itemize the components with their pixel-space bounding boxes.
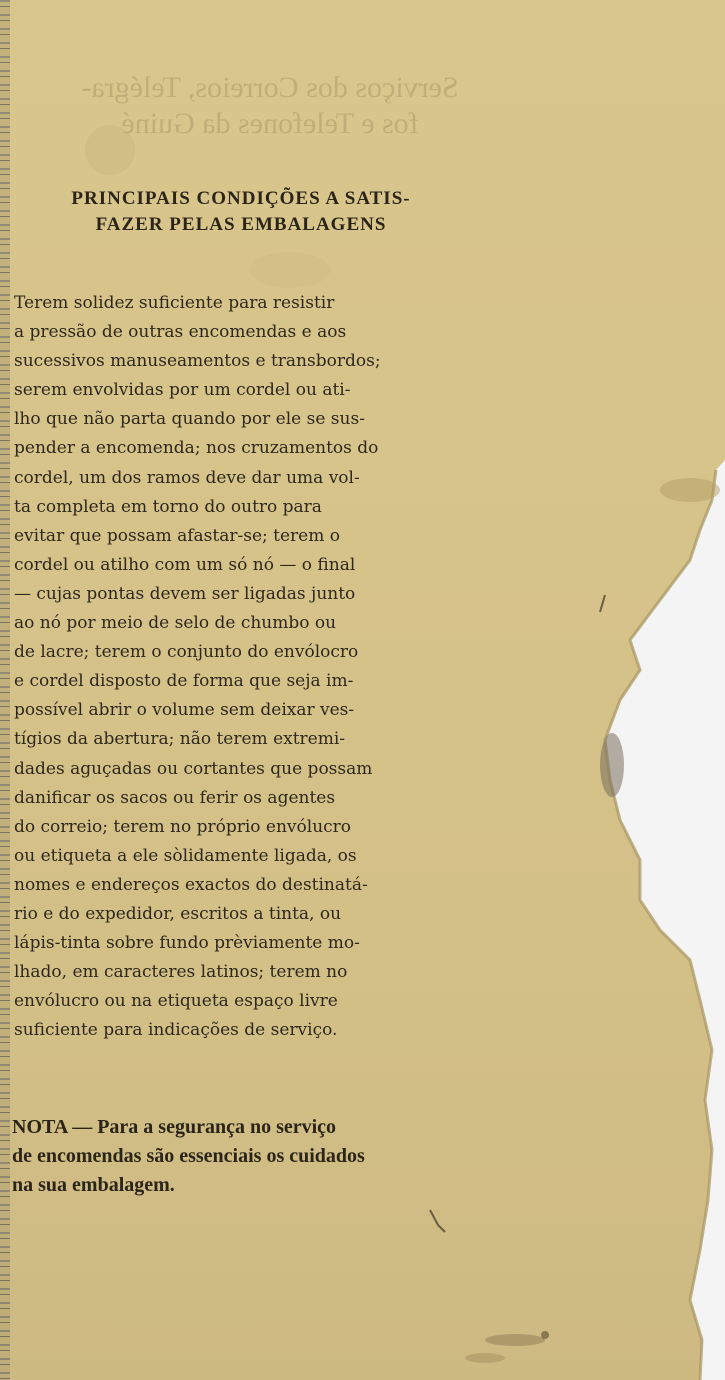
body-line: Terem solidez suficiente para resistir xyxy=(14,293,335,313)
body-line: danificar os sacos ou ferir os agentes xyxy=(14,787,336,808)
body-line: ou etiqueta a ele sòlidamente ligada, os xyxy=(14,845,357,866)
note-line: NOTA — Para a segurança no serviço xyxy=(12,1116,337,1138)
body-line: lápis-tinta sobre fundo prèviamente mo- xyxy=(14,933,360,954)
body-line: tígios da abertura; não terem extremi- xyxy=(14,729,346,750)
note-line: de encomendas são essenciais os cuidados xyxy=(12,1145,365,1167)
body-line: evitar que possam afastar-se; terem o xyxy=(14,525,340,546)
body-line: pender a encomenda; nos cruzamentos do xyxy=(14,438,379,459)
note-line: na sua embalagem. xyxy=(12,1174,175,1196)
stain-mark xyxy=(600,733,624,797)
body-line: possível abrir o volume sem deixar ves- xyxy=(14,700,355,721)
body-line: cordel ou atilho com um só nó — o final xyxy=(14,554,356,575)
body-line: dades aguçadas ou cortantes que possam xyxy=(14,758,373,779)
body-line: cordel, um dos ramos deve dar uma vol- xyxy=(14,467,360,488)
body-line: nomes e endereços exactos do destinatá- xyxy=(14,874,368,895)
document-heading xyxy=(12,186,470,238)
body-line: serem envolvidas por um cordel ou ati- xyxy=(14,380,351,401)
body-line: ta completa em torno do outro para xyxy=(14,496,322,517)
show-through-text: Serviços dos Correios, Telégra- fos e Telefones da Guiné xyxy=(81,71,459,140)
body-line: a pressão de outras encomendas e aos xyxy=(14,322,347,343)
body-line: lho que não parta quando por ele se sus- xyxy=(14,409,365,430)
body-line: — cujas pontas devem ser ligadas junto xyxy=(14,583,356,604)
body-line: do correio; terem no próprio envólucro xyxy=(14,816,352,837)
body-line: envólucro ou na etiqueta espaço livre xyxy=(14,991,338,1012)
body-line: e cordel disposto de forma que seja im- xyxy=(14,671,354,692)
heading-line: PRINCIPAIS CONDIÇÕES A SATIS- xyxy=(71,188,411,209)
body-line: ao nó por meio de selo de chumbo ou xyxy=(14,613,337,634)
body-line: rio e do expedidor, escritos a tinta, ou xyxy=(14,903,342,924)
body-line: lhado, em caracteres latinos; terem no xyxy=(14,962,348,983)
heading-line: FAZER PELAS EMBALAGENS xyxy=(95,214,387,235)
body-line: sucessivos manuseamentos e transbordos; xyxy=(14,351,381,372)
body-line: de lacre; terem o conjunto do envólocro xyxy=(14,642,359,663)
body-paragraph xyxy=(14,289,466,1045)
note-paragraph xyxy=(12,1113,467,1200)
left-edge-strip xyxy=(0,0,10,1380)
body-line: suficiente para indicações de serviço. xyxy=(14,1020,338,1041)
